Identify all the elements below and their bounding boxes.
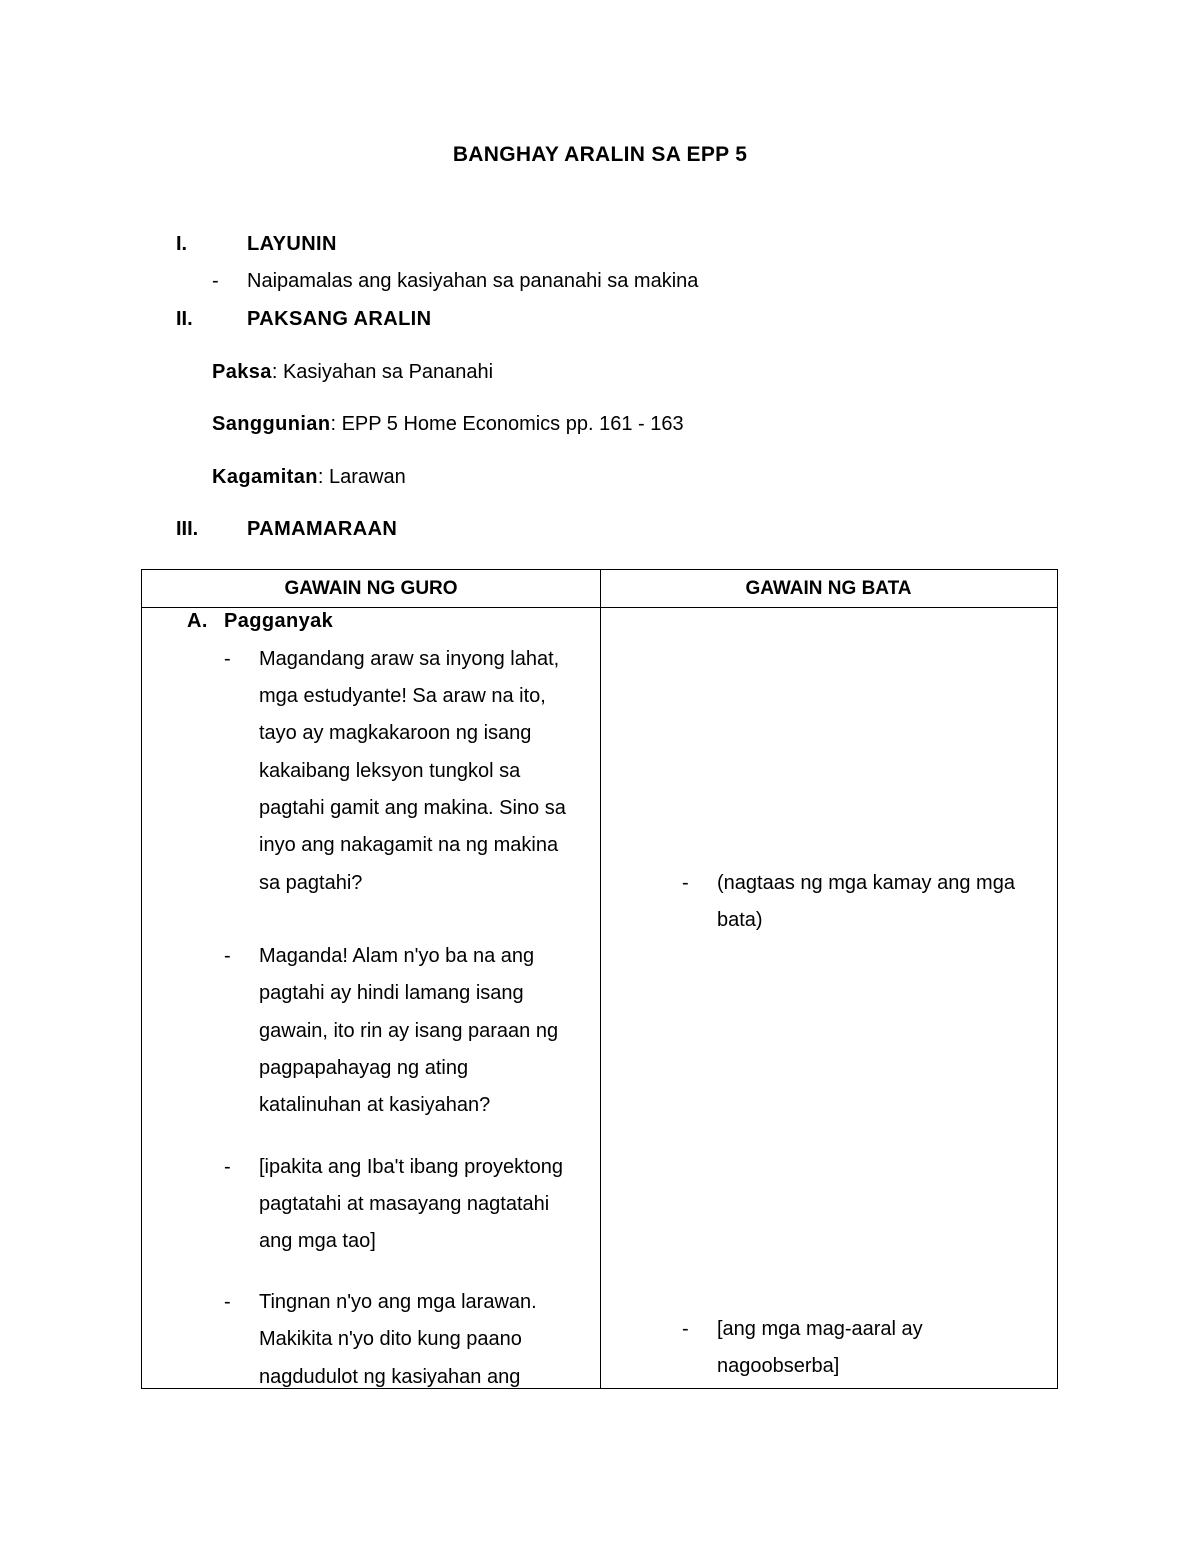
sanggunian-label: Sanggunian <box>212 413 331 435</box>
guro-item-4-line-3: nagdudulot ng kasiyahan ang <box>259 1366 521 1387</box>
guro-item-4-line-2: Makikita n'yo dito kung paano <box>259 1328 522 1350</box>
guro-item-1-line-5: pagtahi gamit ang makina. Sino sa <box>259 797 566 819</box>
bata-item-1-dash: - <box>682 872 689 894</box>
guro-item-1-line-4: kakaibang leksyon tungkol sa <box>259 760 521 782</box>
subsection-letter: A. <box>187 610 208 632</box>
guro-item-2-dash: - <box>224 945 231 967</box>
guro-item-1-line-3: tayo ay magkakaroon ng isang <box>259 722 532 744</box>
section-2-number: II. <box>176 308 193 330</box>
kagamitan-line <box>212 466 406 489</box>
paksa-label: Paksa <box>212 361 272 383</box>
guro-item-1-line-7: sa pagtahi? <box>259 872 363 894</box>
kagamitan-value: : Larawan <box>317 466 406 488</box>
guro-item-2-line-3: gawain, ito rin ay isang paraan ng <box>259 1020 559 1042</box>
bata-item-2-line-2: nagoobserba] <box>717 1355 840 1377</box>
section-3-title: PAMAMARAAN <box>247 518 398 540</box>
sanggunian-value: : EPP 5 Home Economics pp. 161 - 163 <box>330 413 684 435</box>
section-1-number: I. <box>176 233 188 255</box>
guro-item-4-line-1: Tingnan n'yo ang mga larawan. <box>259 1291 537 1313</box>
header-gawain-guro: GAWAIN NG GURO <box>284 578 458 599</box>
procedure-table <box>141 569 1058 1389</box>
guro-item-3-line-3: ang mga tao] <box>259 1230 376 1252</box>
section-2-title: PAKSANG ARALIN <box>247 308 432 330</box>
subsection-title: Pagganyak <box>224 610 334 632</box>
kagamitan-label: Kagamitan <box>212 466 318 488</box>
paksa-value: : Kasiyahan sa Pananahi <box>271 361 494 383</box>
section-1-title: LAYUNIN <box>247 233 337 255</box>
sanggunian-line <box>212 413 684 436</box>
guro-item-1-line-6: inyo ang nakagamit na ng makina <box>259 834 559 856</box>
bata-item-2-line-1: [ang mga mag-aaral ay <box>717 1318 923 1340</box>
guro-item-4-dash: - <box>224 1291 231 1313</box>
guro-item-3-line-2: pagtatahi at masayang nagtatahi <box>259 1193 550 1215</box>
bata-item-1-line-2: bata) <box>717 909 763 931</box>
table-column-divider <box>600 570 601 1388</box>
guro-item-3-dash: - <box>224 1156 231 1178</box>
header-gawain-bata: GAWAIN NG BATA <box>745 578 912 599</box>
section-3-number: III. <box>176 518 199 540</box>
guro-item-2-line-4: pagpapahayag ng ating <box>259 1057 469 1079</box>
section-1-objective: Naipamalas ang kasiyahan sa pananahi sa makina <box>247 270 699 292</box>
paksa-line <box>212 361 493 384</box>
bata-item-2-dash: - <box>682 1318 689 1340</box>
guro-item-2-line-1: Maganda! Alam n'yo ba na ang <box>259 945 535 967</box>
guro-item-2-line-2: pagtahi ay hindi lamang isang <box>259 982 524 1004</box>
guro-item-3-line-1: [ipakita ang Iba't ibang proyektong <box>259 1156 564 1178</box>
page-title: BANGHAY ARALIN SA EPP 5 <box>452 143 748 166</box>
guro-item-2-line-5: katalinuhan at kasiyahan? <box>259 1094 491 1116</box>
bata-item-1-line-1: (nagtaas ng mga kamay ang mga <box>717 872 1015 894</box>
guro-item-1-line-1: Magandang araw sa inyong lahat, <box>259 648 560 670</box>
guro-item-1-dash: - <box>224 648 231 670</box>
section-1-dash: - <box>212 270 219 292</box>
guro-item-1-line-2: mga estudyante! Sa araw na ito, <box>259 685 546 707</box>
